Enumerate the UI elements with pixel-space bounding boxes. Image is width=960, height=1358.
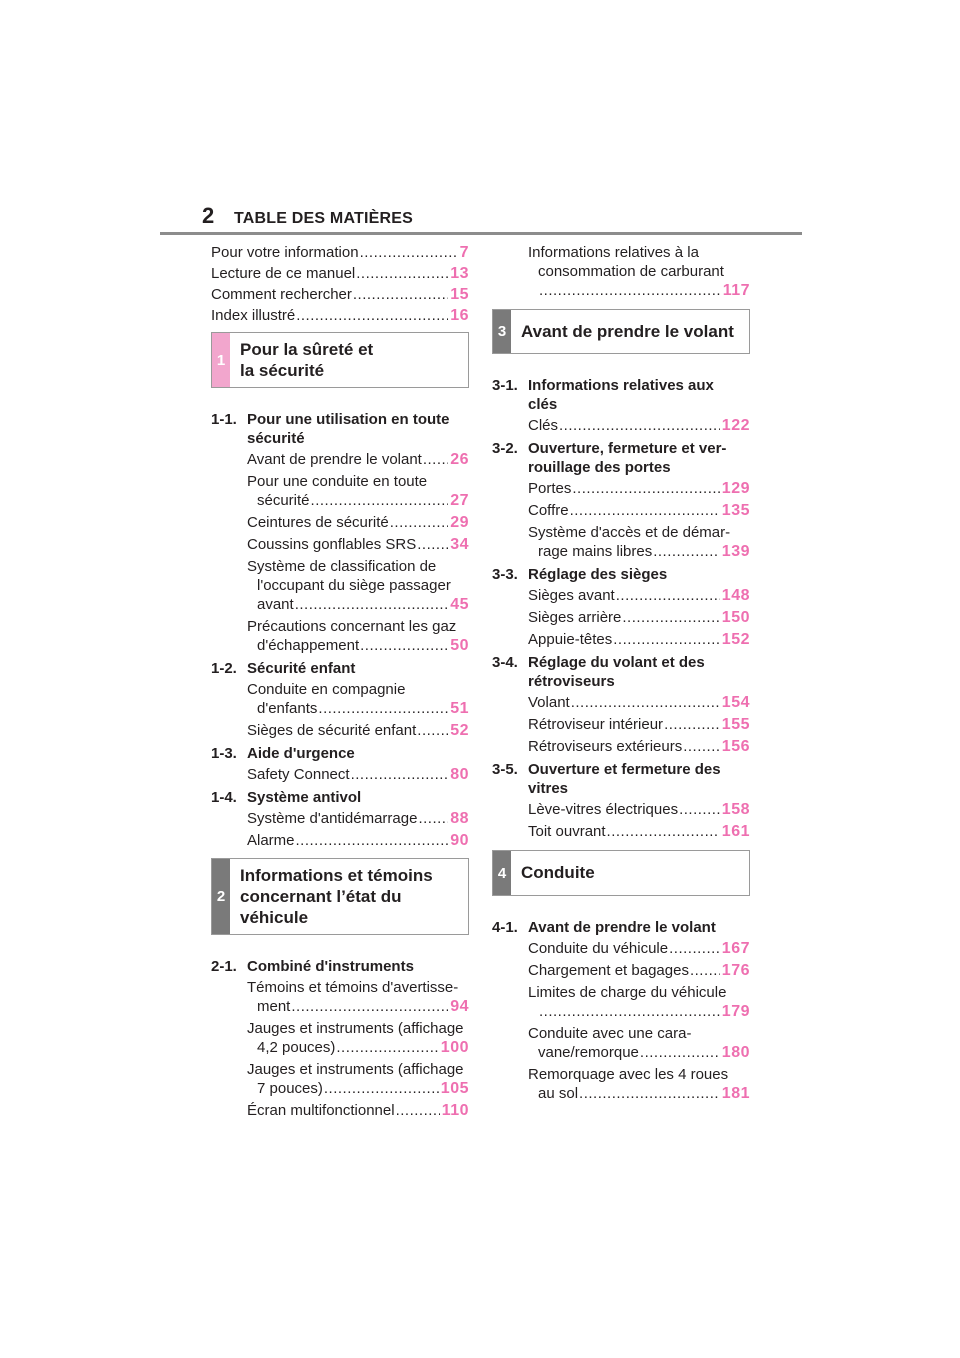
- document-title: TABLE DES MATIÈRES: [234, 210, 414, 227]
- leader-dots: [613, 630, 720, 649]
- section-title: Informations relatives aux: [528, 377, 714, 394]
- page-link[interactable]: 16: [450, 307, 469, 324]
- toc-entry-label: Toit ouvrant: [528, 823, 606, 840]
- toc-entry[interactable]: [211, 721, 469, 740]
- page-number: 2: [202, 203, 215, 228]
- toc-entry[interactable]: [492, 630, 750, 649]
- leader-dots: [572, 479, 719, 498]
- toc-entry-label: rage mains libres: [538, 543, 653, 560]
- leader-dots: [679, 800, 720, 819]
- toc-entry-label: Témoins et témoins d'avertisse-: [247, 979, 459, 996]
- toc-entry-label: Coussins gonflables SRS: [247, 536, 417, 553]
- leader-dots: [291, 997, 448, 1016]
- toc-entry-label: vane/remorque: [538, 1044, 639, 1061]
- page-header: [160, 203, 802, 235]
- toc-entry-label: Rétroviseurs extérieurs: [528, 738, 683, 755]
- page-link[interactable]: 90: [450, 832, 469, 849]
- toc-entry[interactable]: [492, 416, 750, 435]
- section-title: Combiné d'instruments: [247, 958, 414, 975]
- toc-entry-label: Jauges et instruments (affichage: [247, 1061, 464, 1078]
- section-number: 1-4.: [211, 789, 237, 806]
- section-title: Réglage du volant et des: [528, 654, 705, 671]
- page-link[interactable]: 181: [721, 1085, 750, 1102]
- leader-dots: [579, 1084, 720, 1103]
- toc-entry-label: Système de classification de: [247, 558, 437, 575]
- toc-right-column: [492, 243, 750, 1106]
- toc-entry[interactable]: [492, 1065, 750, 1103]
- leader-dots: [640, 1043, 720, 1062]
- toc-entry-label: Volant: [528, 694, 570, 711]
- toc-entry[interactable]: [211, 264, 469, 283]
- toc-entry-label: Sièges avant: [528, 587, 615, 604]
- toc-entry-label: Chargement et bagages: [528, 962, 689, 979]
- chapter-4-box[interactable]: [492, 850, 750, 896]
- section-number: 3-4.: [492, 654, 518, 671]
- toc-entry-label: Informations relatives à la: [528, 244, 699, 261]
- page-link[interactable]: 94: [450, 998, 469, 1015]
- toc-entry[interactable]: [492, 822, 750, 841]
- section-number: 1-2.: [211, 660, 237, 677]
- section-title: Avant de prendre le volant: [528, 919, 716, 936]
- section-title: clés: [528, 396, 558, 413]
- page-link[interactable]: 45: [450, 596, 469, 613]
- toc-entry-label: Lève-vitres électriques: [528, 801, 679, 818]
- chapter-title-line: Informations et témoins: [240, 866, 433, 885]
- leader-dots: [360, 636, 448, 655]
- page-link[interactable]: 26: [450, 451, 469, 468]
- leader-dots: [690, 961, 720, 980]
- leader-dots: [353, 285, 448, 304]
- toc-entry-label: Portes: [528, 480, 572, 497]
- toc-entry-label: Index illustré: [211, 307, 296, 324]
- toc-entry[interactable]: [211, 809, 469, 828]
- toc-entry-label: ment: [257, 998, 291, 1015]
- toc-entry-label: Système d'accès et de démar-: [528, 524, 731, 541]
- section-title: Sécurité enfant: [247, 660, 356, 677]
- page-link[interactable]: 179: [721, 1003, 750, 1020]
- section-title: sécurité: [247, 430, 305, 447]
- toc-entry[interactable]: [211, 557, 469, 614]
- leader-dots: [653, 542, 720, 561]
- toc-entry[interactable]: [211, 243, 469, 262]
- leader-dots: [296, 831, 449, 850]
- leader-dots: [571, 693, 720, 712]
- toc-entry-label: 7 pouces): [257, 1080, 323, 1097]
- section-number: 3-3.: [492, 566, 518, 583]
- leader-dots: [296, 306, 448, 325]
- toc-entry[interactable]: [492, 1024, 750, 1062]
- toc-entry[interactable]: [211, 1101, 469, 1120]
- toc-entry[interactable]: [211, 535, 469, 554]
- page-link[interactable]: 117: [722, 282, 750, 299]
- chapter-title-line: véhicule: [240, 908, 309, 927]
- chapter-number: 1: [216, 351, 226, 369]
- toc-entry[interactable]: [492, 737, 750, 756]
- toc-entry[interactable]: [211, 513, 469, 532]
- leader-dots: [669, 939, 720, 958]
- chapter-1-box[interactable]: [211, 332, 469, 388]
- chapter-tab: [212, 859, 230, 934]
- toc-entry[interactable]: [492, 608, 750, 627]
- toc-entry[interactable]: [492, 523, 750, 561]
- section-title: rétroviseurs: [528, 673, 615, 690]
- toc-entry-label: consommation de carburant: [538, 263, 724, 280]
- page-link[interactable]: 158: [721, 801, 750, 818]
- toc-entry[interactable]: [211, 1019, 469, 1057]
- page-link[interactable]: 7: [459, 244, 469, 261]
- chapter-title: Conduite: [521, 863, 595, 882]
- section-heading: [211, 410, 469, 448]
- section-number: 3-2.: [492, 440, 518, 457]
- page-link[interactable]: 150: [721, 609, 750, 626]
- page-link[interactable]: 139: [721, 543, 750, 560]
- leader-dots: [559, 416, 720, 435]
- toc-entry[interactable]: [211, 1060, 469, 1098]
- toc-entry[interactable]: [211, 306, 469, 325]
- toc-entry[interactable]: [492, 243, 750, 300]
- toc-entry-label: Précautions concernant les gaz: [247, 618, 457, 635]
- section-number: 2-1.: [211, 958, 237, 975]
- section-heading: [211, 744, 469, 763]
- chapter-tab: [493, 851, 511, 895]
- page-link[interactable]: 122: [721, 417, 750, 434]
- toc-entry-label: Alarme: [247, 832, 295, 849]
- toc-entry-label: Jauges et instruments (affichage: [247, 1020, 464, 1037]
- section-title: vitres: [528, 780, 569, 797]
- page-link[interactable]: 148: [721, 587, 750, 604]
- section-heading: [211, 659, 469, 678]
- toc-entry[interactable]: [492, 983, 750, 1021]
- leader-dots: [318, 699, 448, 718]
- toc-entry[interactable]: [492, 939, 750, 958]
- page-link[interactable]: 161: [721, 823, 750, 840]
- toc-entry[interactable]: [211, 285, 469, 304]
- toc-entry[interactable]: [492, 715, 750, 734]
- leader-dots: [417, 721, 448, 740]
- page-link[interactable]: 88: [450, 810, 469, 827]
- toc-entry-label: Pour une conduite en toute: [247, 473, 428, 490]
- section-title: Ouverture et fermeture des: [528, 761, 721, 778]
- toc-entry-label: Conduite avec une cara-: [528, 1025, 692, 1042]
- chapter-3-box[interactable]: [492, 309, 750, 354]
- toc-entry[interactable]: [211, 680, 469, 718]
- toc-entry-label: Sièges de sécurité enfant: [247, 722, 417, 739]
- leader-dots: [539, 1002, 720, 1021]
- page-link[interactable]: 156: [721, 738, 750, 755]
- leader-dots: [423, 450, 448, 469]
- page-link[interactable]: 110: [441, 1102, 469, 1119]
- toc-entry-label: Remorquage avec les 4 roues: [528, 1066, 729, 1083]
- toc-entry-label: Système d'antidémarrage: [247, 810, 418, 827]
- toc-entry-label: Limites de charge du véhicule: [528, 984, 727, 1001]
- chapter-title-line: concernant l’état du: [240, 887, 402, 906]
- page-link[interactable]: 15: [450, 286, 469, 303]
- section-heading: [492, 653, 750, 691]
- page-link[interactable]: 29: [450, 514, 469, 531]
- section-title: Aide d'urgence: [247, 745, 355, 762]
- leader-dots: [664, 715, 720, 734]
- toc-entry-label: Conduite du véhicule: [528, 940, 669, 957]
- leader-dots: [396, 1101, 440, 1120]
- toc-entry[interactable]: [492, 961, 750, 980]
- toc-entry-label: au sol: [538, 1085, 579, 1102]
- chapter-title: [230, 859, 441, 934]
- leader-dots: [417, 535, 448, 554]
- section-heading: [492, 565, 750, 584]
- toc-left-column: [211, 243, 469, 1123]
- toc-entry-label: Écran multifonctionnel: [247, 1102, 395, 1119]
- page-link[interactable]: 52: [450, 722, 469, 739]
- section-title: rouillage des portes: [528, 459, 671, 476]
- toc-entry-label: 4,2 pouces): [257, 1039, 336, 1056]
- chapter-number: 2: [216, 888, 226, 905]
- section-heading: [492, 918, 750, 937]
- toc-entry-label: Coffre: [528, 502, 569, 519]
- chapter-title-line: Pour la sûreté et: [240, 340, 374, 359]
- toc-entry-label: Lecture de ce manuel: [211, 265, 356, 282]
- leader-dots: [622, 608, 719, 627]
- chapter-number: 3: [497, 323, 507, 340]
- chapter-number: 4: [497, 864, 507, 882]
- toc-entry[interactable]: [211, 765, 469, 784]
- section-title: Pour une utilisation en toute: [247, 411, 450, 428]
- toc-entry[interactable]: [492, 586, 750, 605]
- page-link[interactable]: 154: [721, 694, 750, 711]
- section-title: Système antivol: [247, 789, 362, 806]
- toc-entry[interactable]: [211, 617, 469, 655]
- leader-dots: [356, 264, 448, 283]
- section-number: 3-1.: [492, 377, 518, 394]
- toc-entry-label: d'enfants: [257, 700, 318, 717]
- chapter-title: [230, 333, 381, 387]
- page-link[interactable]: 155: [721, 716, 750, 733]
- toc-entry-label: Comment rechercher: [211, 286, 352, 303]
- section-heading: [492, 376, 750, 414]
- toc-entry-label: Sièges arrière: [528, 609, 622, 626]
- page-link[interactable]: 80: [450, 766, 469, 783]
- toc-entry-label: sécurité: [257, 492, 310, 509]
- section-number: 1-1.: [211, 411, 237, 428]
- section-title: Ouverture, fermeture et ver-: [528, 440, 727, 457]
- toc-entry[interactable]: [492, 501, 750, 520]
- page-link[interactable]: 51: [450, 700, 469, 717]
- page-link[interactable]: 105: [440, 1080, 469, 1097]
- chapter-tab: [493, 310, 511, 353]
- section-heading: [492, 439, 750, 477]
- section-number: 3-5.: [492, 761, 518, 778]
- leader-dots: [336, 1038, 438, 1057]
- page-link[interactable]: 100: [440, 1039, 469, 1056]
- page-link[interactable]: 50: [450, 637, 469, 654]
- toc-entry-label: Appuie-têtes: [528, 631, 613, 648]
- toc-entry-label: avant: [257, 596, 294, 613]
- page-link[interactable]: 135: [721, 502, 750, 519]
- leader-dots: [360, 243, 458, 262]
- chapter-tab: [212, 333, 230, 387]
- toc-entry-label: Safety Connect: [247, 766, 350, 783]
- leader-dots: [418, 809, 448, 828]
- leader-dots: [539, 281, 721, 300]
- chapter-title-line: la sécurité: [240, 361, 325, 380]
- section-heading: [211, 957, 469, 976]
- toc-entry-label: Pour votre information: [211, 244, 359, 261]
- section-heading: [492, 760, 750, 798]
- toc-entry[interactable]: [211, 450, 469, 469]
- toc-entry[interactable]: [211, 831, 469, 850]
- page-link[interactable]: 152: [721, 631, 750, 648]
- leader-dots: [324, 1079, 439, 1098]
- leader-dots: [570, 501, 720, 520]
- leader-dots: [683, 737, 720, 756]
- page-link[interactable]: 129: [721, 480, 750, 497]
- toc-entry[interactable]: [492, 800, 750, 819]
- leader-dots: [616, 586, 720, 605]
- page-link[interactable]: 27: [450, 492, 469, 509]
- leader-dots: [311, 491, 449, 510]
- section-number: 1-3.: [211, 745, 237, 762]
- toc-entry[interactable]: [211, 472, 469, 510]
- toc-entry[interactable]: [492, 479, 750, 498]
- leader-dots: [607, 822, 720, 841]
- toc-entry[interactable]: [492, 693, 750, 712]
- toc-entry-label: Avant de prendre le volant: [247, 451, 422, 468]
- leader-dots: [351, 765, 449, 784]
- leader-dots: [390, 513, 448, 532]
- toc-entry-label: l'occupant du siège passager: [257, 577, 451, 594]
- section-number: 4-1.: [492, 919, 518, 936]
- chapter-2-box[interactable]: [211, 858, 469, 935]
- toc-entry-label: Ceintures de sécurité: [247, 514, 389, 531]
- page-link[interactable]: 167: [721, 940, 750, 957]
- page-link[interactable]: 13: [450, 265, 469, 282]
- toc-entry-label: d'échappement: [257, 637, 360, 654]
- toc-entry-label: Conduite en compagnie: [247, 681, 406, 698]
- chapter-title: Avant de prendre le volant: [521, 322, 734, 341]
- leader-dots: [295, 595, 449, 614]
- section-title: Réglage des sièges: [528, 566, 668, 583]
- toc-entry-label: Clés: [528, 417, 559, 434]
- toc-entry-label: Rétroviseur intérieur: [528, 716, 664, 733]
- page-link[interactable]: 34: [450, 536, 469, 553]
- section-heading: [211, 788, 469, 807]
- toc-entry[interactable]: [211, 978, 469, 1016]
- page-link[interactable]: 180: [721, 1044, 750, 1061]
- page-link[interactable]: 176: [721, 962, 750, 979]
